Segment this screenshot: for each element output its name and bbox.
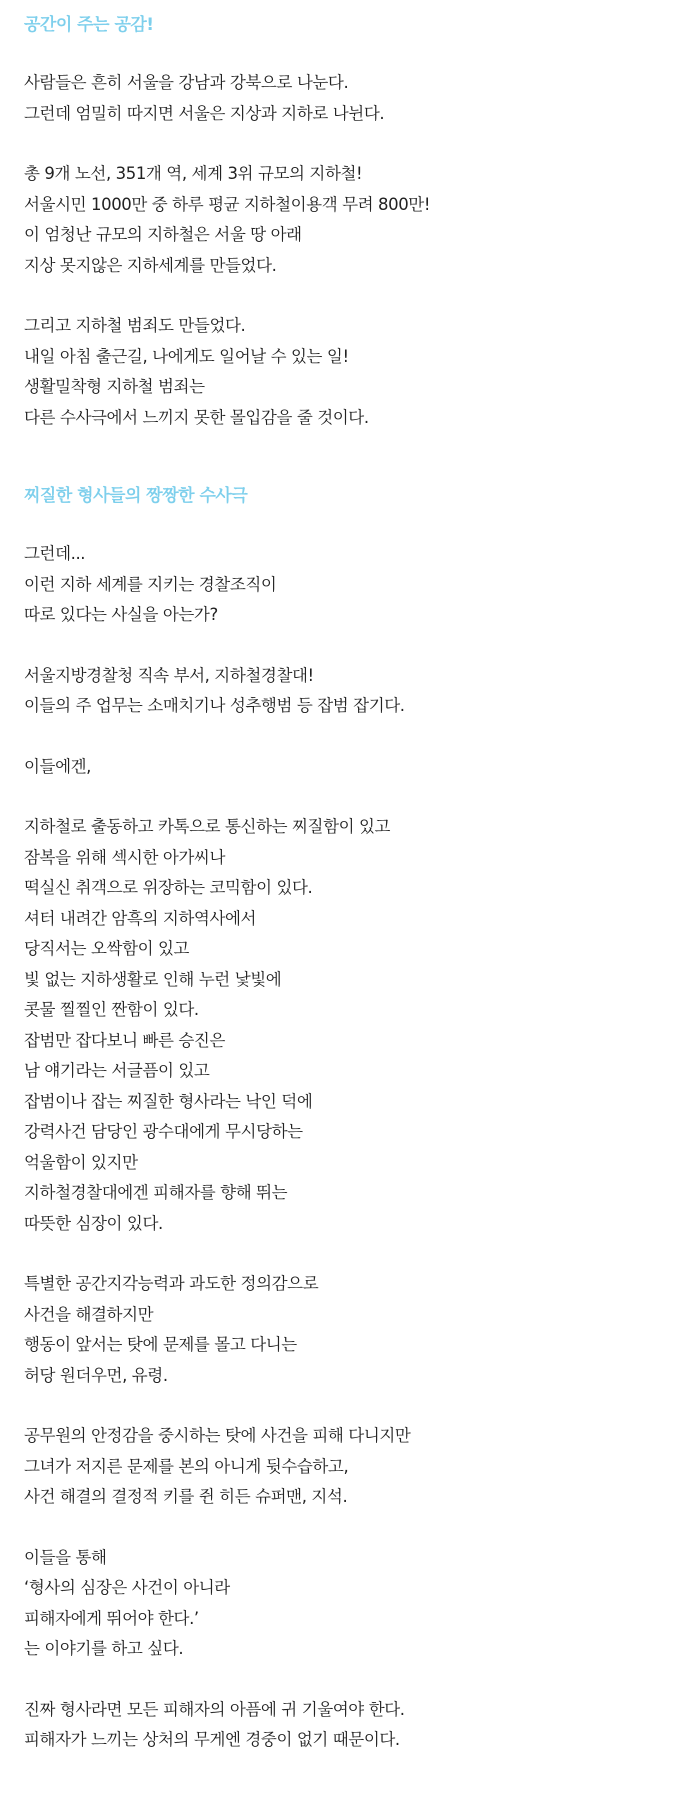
- paragraph: [24, 1269, 676, 1391]
- text-line: 콧물 찔찔인 짠함이 있다.: [24, 1000, 199, 1019]
- text-line: 지하철경찰대에겐 피해자를 향해 뛰는: [24, 1183, 288, 1202]
- text-line: 내일 아침 출근길, 나에게도 일어날 수 있는 일!: [24, 346, 349, 366]
- text-line: 셔터 내려간 암흑의 지하역사에서: [24, 908, 257, 928]
- paragraph: [24, 1421, 676, 1513]
- text-line: 남 얘기라는 서글픔이 있고: [24, 1061, 210, 1080]
- text-line: 특별한 공간지각능력과 과도한 정의감으로: [24, 1274, 319, 1293]
- text-line: 생활밀착형 지하철 범죄는: [24, 377, 205, 396]
- paragraph: [24, 1695, 676, 1756]
- text-line: 피해자에게 뛰어야 한다.’: [24, 1608, 199, 1628]
- section-space-body: [24, 68, 676, 433]
- text-line: 떡실신 취객으로 위장하는 코믹함이 있다.: [24, 878, 313, 897]
- text-line: 허당 원더우먼, 유령.: [24, 1365, 168, 1385]
- text-line: 다른 수사극에서 느끼지 못한 몰입감을 줄 것이다.: [24, 407, 369, 427]
- text-line: 서울시민 1000만 중 하루 평균 지하철이용객 무려 800만!: [24, 194, 431, 214]
- paragraph: [24, 539, 676, 631]
- text-line: 당직서는 오싹함이 있고: [24, 939, 190, 958]
- paragraph: [24, 661, 676, 722]
- paragraph: [24, 159, 676, 281]
- text-line: 는 이야기를 하고 싶다.: [24, 1639, 184, 1658]
- paragraph: [24, 752, 676, 783]
- text-line: 서울지방경찰청 직속 부서, 지하철경찰대!: [24, 665, 314, 685]
- text-line: 이들에겐,: [24, 756, 92, 776]
- text-line: 진짜 형사라면 모든 피해자의 아픔에 귀 기울여야 한다.: [24, 1699, 405, 1719]
- text-line: ‘형사의 심장은 사건이 아니라: [24, 1578, 230, 1597]
- paragraph: [24, 1543, 676, 1665]
- text-line: 억울함이 있지만: [24, 1152, 138, 1172]
- text-line: 빛 없는 지하생활로 인해 누런 낯빛에: [24, 969, 282, 989]
- text-line: 사건을 해결하지만: [24, 1304, 154, 1324]
- section-detectives-body: [24, 539, 676, 1756]
- paragraph: [24, 311, 676, 433]
- paragraph: [24, 68, 676, 129]
- section-title-space: 공간이 주는 공감!: [24, 15, 154, 35]
- text-line: 그런데 엄밀히 따지면 서울은 지상과 지하로 나뉜다.: [24, 103, 385, 123]
- text-line: 총 9개 노선, 351개 역, 세계 3위 규모의 지하철!: [24, 164, 363, 183]
- text-line: 이 엄청난 규모의 지하철은 서울 땅 아래: [24, 225, 302, 244]
- text-line: 사람들은 흔히 서울을 강남과 강북으로 나눈다.: [24, 73, 349, 92]
- text-line: 이런 지하 세계를 지키는 경찰조직이: [24, 574, 277, 594]
- text-line: 공무원의 안정감을 중시하는 탓에 사건을 피해 다니지만: [24, 1426, 411, 1445]
- text-line: 지하철로 출동하고 카톡으로 통신하는 찌질함이 있고: [24, 817, 391, 836]
- text-line: 잠복을 위해 섹시한 아가씨나: [24, 847, 226, 867]
- text-line: 행동이 앞서는 탓에 문제를 몰고 다니는: [24, 1335, 297, 1354]
- text-line: 피해자가 느끼는 상처의 무게엔 경중이 없기 때문이다.: [24, 1730, 400, 1749]
- text-line: 그리고 지하철 범죄도 만들었다.: [24, 316, 246, 335]
- text-line: 이들의 주 업무는 소매치기나 성추행범 등 잡범 잡기다.: [24, 696, 405, 715]
- text-line: 따로 있다는 사실을 아는가?: [24, 605, 218, 624]
- text-line: 강력사건 담당인 광수대에게 무시당하는: [24, 1122, 303, 1141]
- text-line: 따뜻한 심장이 있다.: [24, 1213, 163, 1233]
- text-line: 지상 못지않은 지하세계를 만들었다.: [24, 255, 277, 275]
- text-line: 그런데...: [24, 544, 86, 563]
- text-line: 이들을 통해: [24, 1547, 107, 1567]
- paragraph: [24, 812, 676, 1239]
- text-line: 그녀가 저지른 문제를 본의 아니게 뒷수습하고,: [24, 1456, 349, 1476]
- text-line: 사건 해결의 결정적 키를 쥔 히든 슈퍼맨, 지석.: [24, 1487, 348, 1506]
- section-title-detectives: 찌질한 형사들의 짱짱한 수사극: [24, 486, 248, 506]
- text-line: 잡범만 잡다보니 빠른 승진은: [24, 1030, 226, 1050]
- text-line: 잡범이나 잡는 찌질한 형사라는 낙인 덕에: [24, 1091, 313, 1111]
